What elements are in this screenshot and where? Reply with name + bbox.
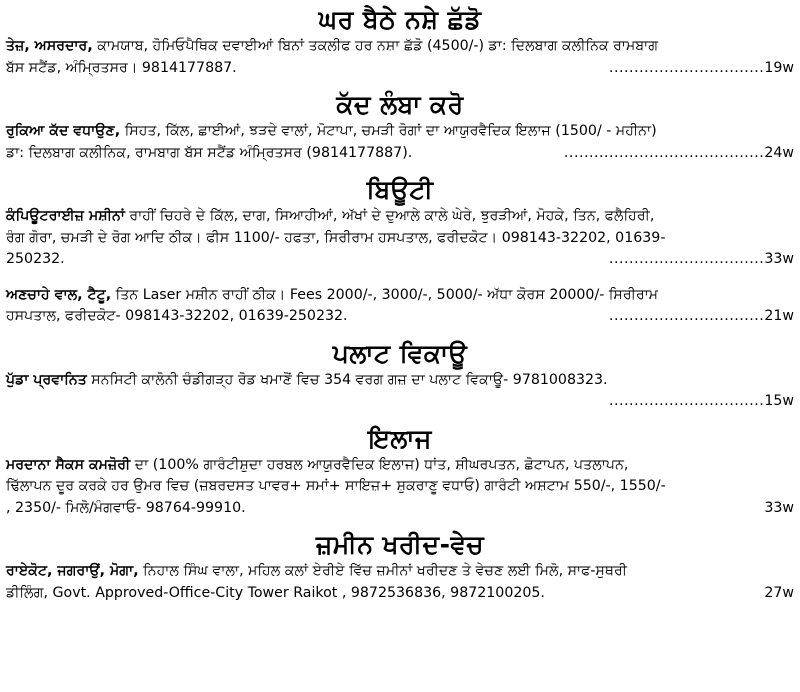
section-heading-treatment: ਇਲਾਜ (368, 423, 432, 453)
ad-line: ਰੰਗ ਗੋਰਾ, ਚਮੜੀ ਦੇ ਰੋਗ ਆਦਿ ਠੀਕ। ਫੀਸ 1100/- ਹਫਤਾ, ਸਿਰੀਰਾਮ ਹਸਪਤਾਲ, ਫਰੀਦਕੋਟ। 098143-32202, 01639- (6, 229, 666, 246)
ad-ref (609, 306, 794, 328)
ad-ref (764, 583, 794, 605)
ad-code: 33w (764, 251, 794, 267)
ad-dots: ............................... (609, 308, 765, 324)
ad-lead: ਰੁਕਿਆ ਕੱਦ ਵਧਾਉਣ, (6, 123, 121, 139)
ad-text: ਸਿਹਤ, ਕਿੱਲ, ਛਾਈਆਂ, ਝੜਦੇ ਵਾਲਾਂ, ਮੋਟਾਪਾ, ਚਮੜੀ ਰੋਗਾਂ ਦਾ ਆਯੁਰਵੈਦਿਕ ਇਲਾਜ (1500/ - ਮਹੀਨਾ) (120, 123, 657, 139)
ad-text: 250232. (6, 251, 65, 267)
section-heading-beauty: ਬਿਊਟੀ (366, 175, 434, 204)
ad-text: ਦਾ (100% ਗਾਰੰਟੀਸ਼ੁਦਾ ਹਰਬਲ ਆਯੁਰਵੈਦਿਕ ਇਲਾਜ) ਧਾਂਤ, ਸ਼ੀਘਰਪਤਨ, ਛੋਟਾਪਨ, ਪਤਲਾਪਨ, (130, 456, 629, 473)
ad-dots: ............................... (609, 251, 765, 267)
ad-code: 24w (764, 144, 794, 161)
ad-text: ਬੱਸ ਸਟੈਂਡ, ਅੰਮ੍ਰਿਤਸਰ। 9814177887. (6, 59, 237, 76)
ad-beauty-2 (6, 285, 794, 328)
ad-code: 27w (764, 584, 794, 601)
ad-ref-line (6, 306, 794, 328)
ad-text: ਕਾਮਯਾਬ, ਹੋਮਿਓਪੈਥਿਕ ਦਵਾਈਆਂ ਬਿਨਾਂ ਤਕਲੀਫ ਹਰ ਨਸ਼ਾ ਛੱਡੋ (4500/-) ਡਾ: ਦਿਲਬਾਗ ਕਲੀਨਿਕ ਰਾਮਬਾਗ (92, 38, 659, 54)
ad-text: ਰਾਹੀਂ ਚਿਹਰੇ ਦੇ ਕਿੱਲ, ਦਾਗ, ਸਿਆਹੀਆਂ, ਅੱਖਾਂ ਦੇ ਦੁਆਲੇ ਕਾਲੇ ਘੇਰੇ, ਝੁਰੜੀਆਂ, ਮੋਹਕੇ, ਤਿਨ, ਫਲੈਹਿਰੀ, (124, 208, 655, 224)
ad-line (6, 455, 794, 477)
ad-ref-line (6, 391, 794, 413)
ad-text: ਤਿਨ Laser ਮਸ਼ੀਨ ਰਾਹੀਂ ਠੀਕ। Fees 2000/-, 3000/-, 5000/- ਅੱਧਾ ਕੋਰਸ 20000/- ਸਿਰੀਰਾਮ (111, 286, 659, 303)
ad-lead: ਰਾਏਕੋਟ, ਜਗਰਾਉਂ, ਮੋਗਾ, (6, 563, 139, 579)
ad-plot-sale (6, 370, 794, 413)
ad-lead: ਕੰਪਿਊਟਰਾਈਜ਼ ਮਸ਼ੀਨਾਂ (6, 208, 125, 224)
ad-ref-line (6, 498, 794, 520)
ad-line (6, 370, 794, 392)
ad-code: 19w (764, 59, 794, 76)
ad-dots: ........................................ (563, 144, 765, 161)
ad-ref-line (6, 143, 794, 165)
ad-text: ਡਾ: ਦਿਲਬਾਗ ਕਲੀਨਿਕ, ਰਾਮਬਾਗ ਬੱਸ ਸਟੈਂਡ ਅੰਮ੍ਰਿਤਸਰ (9814177887). (6, 144, 413, 161)
ad-ref (609, 58, 794, 80)
ad-text: , 2350/- ਮਿਲੋ/ਮੰਗਵਾਓ- 98764-99910. (6, 499, 246, 516)
ad-text: ਹਸਪਤਾਲ, ਫਰੀਦਕੋਟ- 098143-32202, 01639-250232. (6, 308, 348, 324)
ad-dots: ............................... (609, 59, 765, 76)
section-heading-height: ਕੱਦ ਲੰਬਾ ਕਰੋ (336, 90, 464, 119)
ad-height (6, 121, 794, 164)
ad-lead: ਤੇਜ਼, ਅਸਰਦਾਰ, (6, 38, 93, 54)
ad-line: ਢਿੱਲਾਪਨ ਦੂਰ ਕਰਕੇ ਹਰ ਉਮਰ ਵਿਚ (ਜ਼ਬਰਦਸਤ ਪਾਵਰ+ ਸਮਾਂ+ ਸਾਇਜ਼+ ਸ਼ੁਕਰਾਣੂ ਵਧਾਓ) ਗਾਰੰਟੀ ਅਸ਼ਟਾਮ 550/-, 1550/- (6, 478, 666, 494)
ad-line (6, 121, 794, 143)
ad-lead: ਪੁੱਡਾ ਪ੍ਰਵਾਨਿਤ (6, 371, 87, 388)
ad-text: ਡੀਲਿੰਗ, Govt. Approved-Office-City Tower Raikot , 9872536836, 9872100205. (6, 584, 545, 601)
ad-text: ਨਿਹਾਲ ਸਿੰਘ ਵਾਲਾ, ਮਹਿਲ ਕਲਾਂ ਏਰੀਏ ਵਿੱਚ ਜ਼ਮੀਨਾਂ ਖਰੀਦਣ ਤੇ ਵੇਚਣ ਲਈ ਮਿਲੋ, ਸਾਫ-ਸੁਥਰੀ (138, 563, 628, 579)
ad-ref-line (6, 583, 794, 605)
ad-code: 15w (764, 393, 794, 409)
ad-treatment (6, 455, 794, 520)
ad-ref-line (6, 249, 794, 271)
ad-line (6, 206, 794, 228)
section-heading-drugs: ਘਰ ਬੈਠੇ ਨਸ਼ੇ ਛੱਡੋ (318, 5, 482, 34)
section-heading-plot: ਪਲਾਟ ਵਿਕਾਊ (332, 338, 468, 368)
ad-drug-addiction (6, 36, 794, 79)
ad-ref (564, 143, 794, 165)
ad-line (6, 561, 794, 583)
ad-land (6, 561, 794, 604)
ad-dots: ............................... (609, 393, 765, 409)
ad-line (6, 36, 794, 58)
ad-ref-line (6, 58, 794, 80)
ad-line (6, 285, 794, 307)
ad-ref (764, 498, 794, 520)
ad-code: 33w (764, 499, 794, 516)
ad-lead: ਮਰਦਾਨਾ ਸੈਕਸ ਕਮਜ਼ੋਰੀ (6, 456, 131, 473)
ad-ref (609, 391, 794, 413)
ad-code: 21w (764, 308, 794, 324)
ad-text: ਸਨਸਿਟੀ ਕਾਲੋਨੀ ਚੰਡੀਗੜ੍ਹ ਰੋਡ ਖਮਾਣੋਂ ਵਿਚ 354 ਵਰਗ ਗਜ਼ ਦਾ ਪਲਾਟ ਵਿਕਾਊ- 9781008323. (86, 371, 608, 388)
ad-ref (609, 249, 794, 271)
section-heading-land: ਜ਼ਮੀਨ ਖਰੀਦ-ਵੇਚ (316, 530, 484, 559)
ad-beauty-1 (6, 206, 794, 271)
ad-lead: ਅਣਚਾਹੇ ਵਾਲ, ਟੈਟੂ, (6, 286, 112, 303)
